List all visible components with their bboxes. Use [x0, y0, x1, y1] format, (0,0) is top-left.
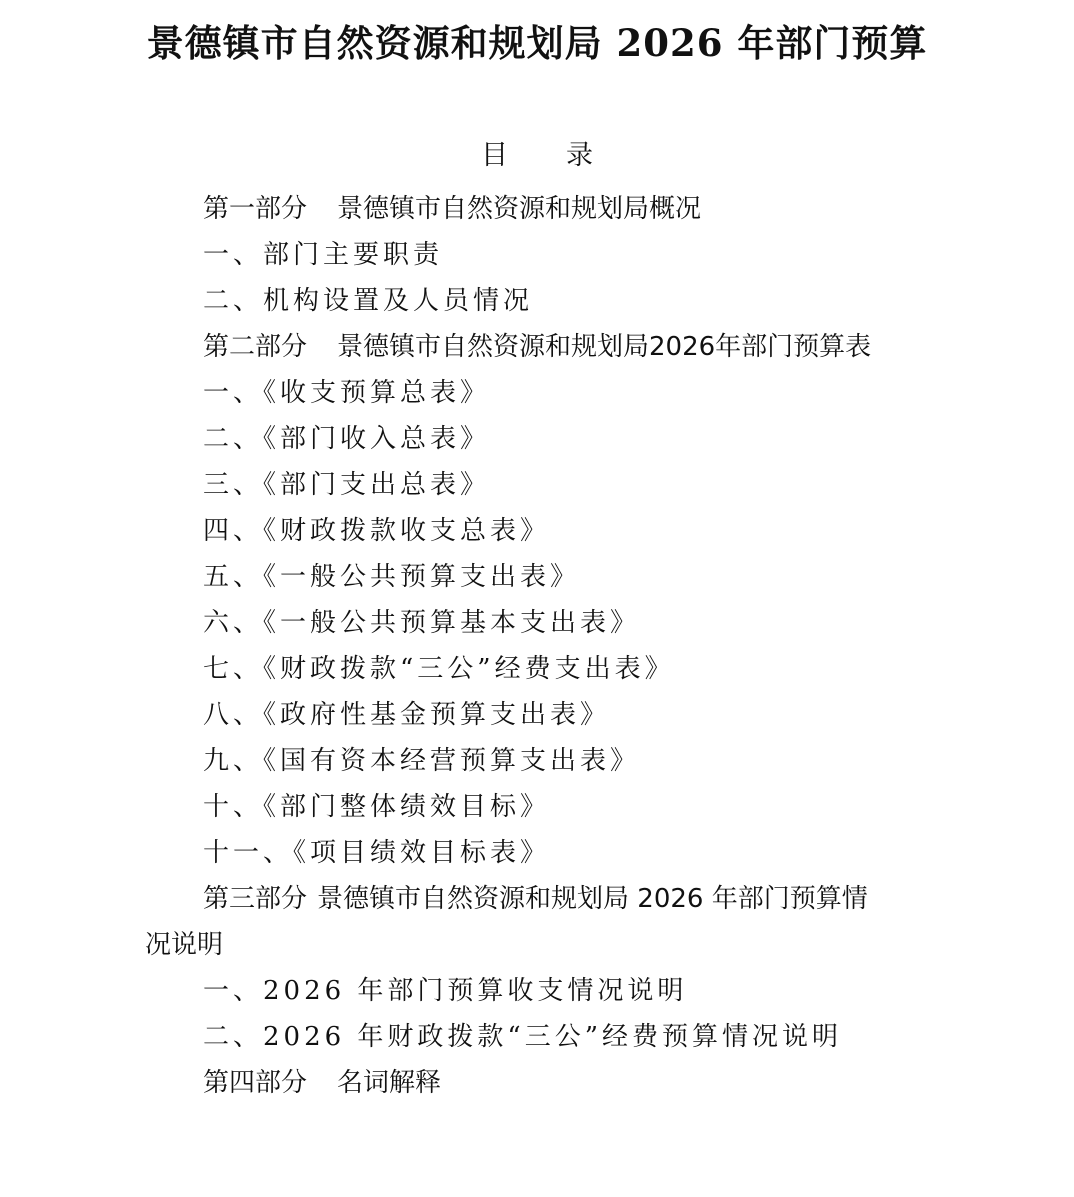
- toc-item[interactable]: 三、《部门支出总表》: [203, 470, 491, 500]
- toc-item[interactable]: 四、《财政拨款收支总表》: [203, 516, 551, 546]
- toc-heading-left: 目: [481, 140, 508, 171]
- toc-part-1[interactable]: [0, 186, 1074, 232]
- toc-part-4[interactable]: [0, 1060, 1074, 1106]
- toc-item[interactable]: 一、《收支预算总表》: [203, 378, 491, 408]
- part-label: 第一部分: [203, 194, 308, 224]
- document-title: 景德镇市自然资源和规划局 2026 年部门预算: [146, 21, 928, 65]
- toc-part-3[interactable]: [0, 876, 1074, 968]
- toc-item[interactable]: 七、《财政拨款“三公”经费支出表》: [203, 654, 675, 684]
- toc-item[interactable]: 二、机构设置及人员情况: [203, 286, 534, 316]
- part-title: 景德镇市自然资源和规划局概况: [337, 194, 702, 224]
- part-label: 第四部分: [203, 1068, 308, 1098]
- toc-heading-right: 录: [566, 140, 593, 171]
- part-title-line1: 景德镇市自然资源和规划局 2026 年部门预算情: [317, 884, 868, 914]
- part-label: 第二部分: [203, 332, 308, 362]
- toc-item[interactable]: 九、《国有资本经营预算支出表》: [203, 746, 641, 776]
- toc-item[interactable]: 二、2026 年财政拨款“三公”经费预算情况说明: [203, 1022, 843, 1052]
- part-label: 第三部分: [203, 884, 308, 914]
- toc-item[interactable]: 一、部门主要职责: [203, 240, 444, 270]
- toc-item[interactable]: 六、《一般公共预算基本支出表》: [203, 608, 641, 638]
- toc-item[interactable]: 十、《部门整体绩效目标》: [203, 792, 551, 822]
- toc-item[interactable]: 五、《一般公共预算支出表》: [203, 562, 581, 592]
- part-title-line2: 况说明: [145, 930, 224, 960]
- toc-item[interactable]: 八、《政府性基金预算支出表》: [203, 700, 611, 730]
- toc-item[interactable]: 二、《部门收入总表》: [203, 424, 491, 454]
- toc-part-2[interactable]: [0, 324, 1074, 370]
- toc-heading: [0, 136, 1074, 176]
- part-title: 景德镇市自然资源和规划局2026年部门预算表: [337, 332, 872, 362]
- toc-item[interactable]: 十一、《项目绩效目标表》: [203, 838, 551, 868]
- part-title: 名词解释: [337, 1068, 442, 1098]
- toc-item[interactable]: 一、2026 年部门预算收支情况说明: [203, 976, 688, 1006]
- table-of-contents: [0, 186, 1074, 1106]
